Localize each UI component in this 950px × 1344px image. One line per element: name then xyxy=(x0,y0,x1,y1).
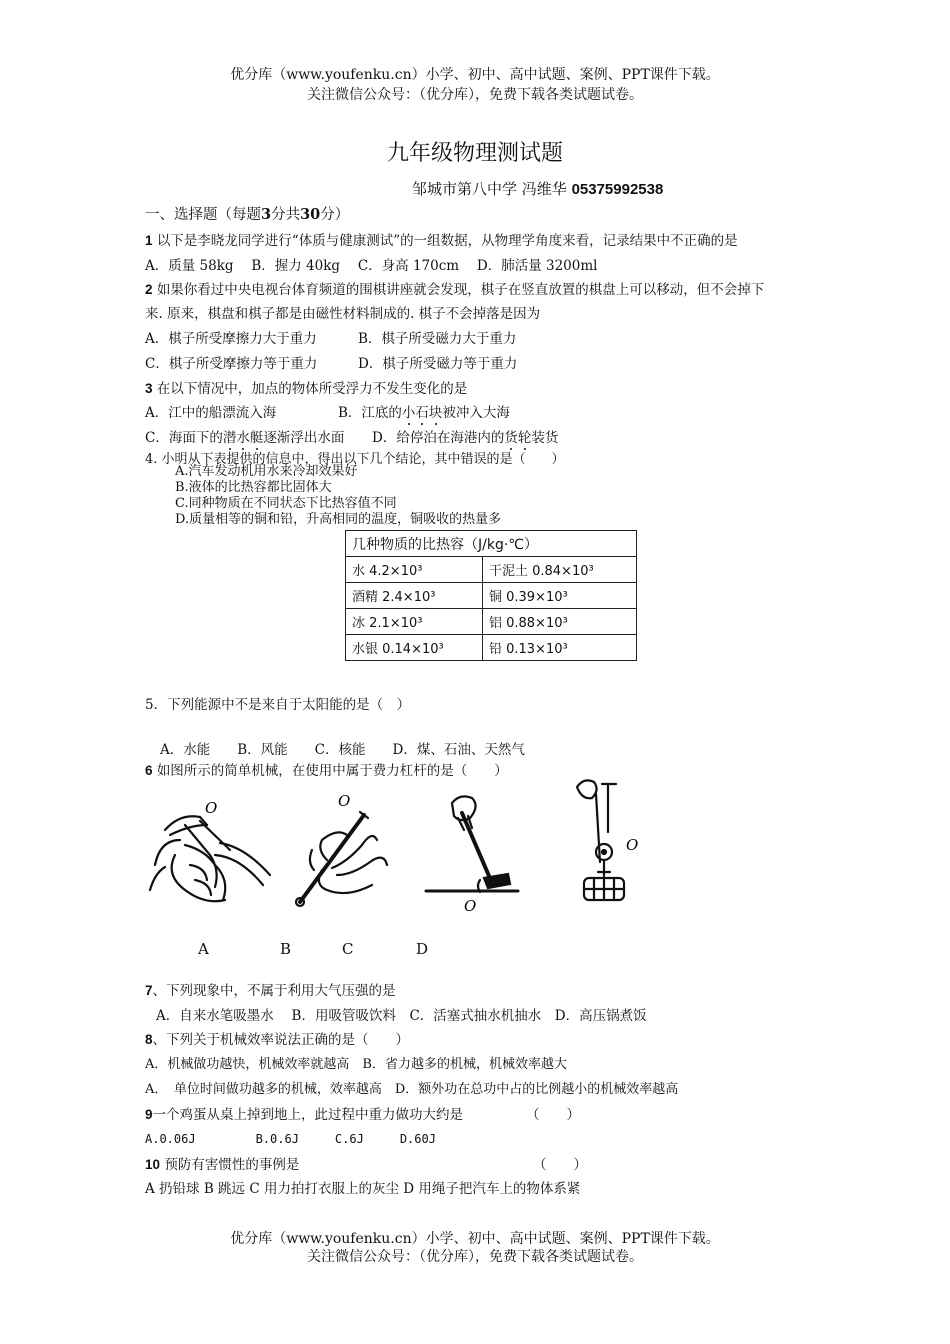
table-cell: 冰 2.1×10³ xyxy=(346,609,483,635)
figure-label-b: B xyxy=(280,940,292,958)
dotted-char: 艇 xyxy=(249,430,264,446)
table-row xyxy=(346,557,637,583)
question-2-option-c: C．棋子所受摩擦力等于重力 xyxy=(145,356,318,372)
table-cell: 酒精 2.4×10³ xyxy=(346,583,483,609)
author-phone: 05375992538 xyxy=(571,181,664,198)
table-cell: 铅 0.13×10³ xyxy=(482,635,636,661)
question-3-stem: 3 在以下情况中，加点的物体所受浮力不发生变化的是 xyxy=(145,381,468,397)
header-line-1: 优分库（www.youfenku.cn）小学、初中、高中试题、案例、PPT课件下载。 xyxy=(230,67,720,83)
figure-d-pulley xyxy=(572,772,662,912)
figure-b-tweezers xyxy=(292,790,392,915)
dotted-word xyxy=(223,430,264,446)
section-heading: 一、选择题（每题3分共30分） xyxy=(145,206,350,223)
question-8-options-2: A． 单位时间做功越多的机械，效率越高 D．额外功在总功中占的比例越小的机械效率越高 xyxy=(145,1082,679,1097)
question-9-options: A.0.06J B.0.6J C.6J D.60J xyxy=(145,1132,436,1146)
table-cell: 水银 0.14×10³ xyxy=(346,635,483,661)
pivot-label: O xyxy=(205,799,218,817)
dotted-word xyxy=(402,405,443,421)
question-2-option-b: B．棋子所受磁力大于重力 xyxy=(358,331,517,347)
pivot-label: O xyxy=(338,792,351,810)
question-2-option-a: A．棋子所受摩擦力大于重力 xyxy=(145,331,317,347)
question-2-stem-cont: 来. 原来，棋盘和棋子都是由磁性材料制成的. 棋子不会掉落是因为 xyxy=(145,306,541,322)
question-7-options: A．自来水笔吸墨水 B．用吸管吸饮料 C．活塞式抽水机抽水 D．高压锅煮饭 xyxy=(156,1008,647,1024)
question-4-option-d: D.质量相等的铜和铅，升高相同的温度，铜吸收的热量多 xyxy=(175,512,502,527)
question-10-blank: （ ） xyxy=(533,1157,587,1173)
question-10-stem: 10 预防有害惯性的事例是 xyxy=(145,1157,300,1173)
question-9-stem: 9一个鸡蛋从桌上掉到地上，此过程中重力做功大约是 xyxy=(145,1107,464,1123)
page-title: 九年级物理测试题 xyxy=(386,141,563,166)
question-3-option-a: A．江中的船漂流入海 xyxy=(145,405,277,421)
question-2-option-d: D．棋子所受磁力等于重力 xyxy=(358,356,518,372)
pivot-label: O xyxy=(626,836,639,854)
table-cell: 水 4.2×10³ xyxy=(346,557,483,583)
question-1-options: A．质量 58kg B．握力 40kg C．身高 170cm D．肺活量 3200ml xyxy=(145,258,598,274)
footer-line-1: 优分库（www.youfenku.cn）小学、初中、高中试题、案例、PPT课件下载。 xyxy=(230,1231,720,1247)
question-5-stem: 5．下列能源中不是来自于太阳能的是（ ） xyxy=(145,697,411,713)
figure-a-scissors xyxy=(145,795,275,915)
question-3-option-b: B．江底的小石块被冲入大海 xyxy=(338,405,510,421)
table-cell: 铝 0.88×10³ xyxy=(482,609,636,635)
dotted-char: 石 xyxy=(415,405,429,421)
question-1-stem: 1 以下是李晓龙同学进行“体质与健康测试”的一组数据，从物理学角度来看，记录结果中不正确的是 xyxy=(145,233,738,249)
question-6-stem: 6 如图所示的简单机械，在使用中属于费力杠杆的是（ ） xyxy=(145,763,508,779)
question-4-stem: 4. 小明从下表提供的信息中，得出以下几个结论，其中错误的是（ ） xyxy=(145,452,565,467)
table-caption: 几种物质的比热容（J/kg·℃） xyxy=(346,531,637,557)
question-3-option-d: D．给停泊在海港内的货轮装货 xyxy=(372,430,559,446)
question-5-options: A．水能 B．风能 C．核能 D．煤、石油、天然气 xyxy=(160,742,525,758)
dotted-char: 轮 xyxy=(517,430,532,446)
pivot-label: O xyxy=(464,897,477,915)
table-row xyxy=(346,583,637,609)
dotted-char: 水 xyxy=(236,430,250,446)
dotted-char: 小 xyxy=(401,405,416,421)
question-2-stem: 2 如果你看过中央电视台体育频道的围棋讲座就会发现，棋子在竖直放置的棋盘上可以移动，但不会掉下 xyxy=(145,282,765,298)
question-4-option-c: C.同种物质在不同状态下比热容值不同 xyxy=(175,496,397,511)
question-4-option-a: A.汽车发动机用水来冷却效果好 xyxy=(175,464,358,479)
header-line-2: 关注微信公众号：（优分库），免费下载各类试题试卷。 xyxy=(307,87,643,103)
figure-label-a: A xyxy=(198,940,209,958)
question-10-options: A 扔铅球 B 跳远 C 用力拍打衣服上的灰尘 D 用绳子把汽车上的物体系紧 xyxy=(145,1181,581,1197)
question-3-option-c: C．海面下的潜水艇逐渐浮出水面 xyxy=(145,430,345,446)
dotted-word xyxy=(504,430,531,446)
dotted-char: 货 xyxy=(504,430,518,446)
table-cell: 干泥土 0.84×10³ xyxy=(482,557,636,583)
specific-heat-table xyxy=(345,530,637,661)
dotted-char: 块 xyxy=(428,405,443,421)
author-line xyxy=(412,178,663,199)
question-4-option-b: B.液体的比热容都比固体大 xyxy=(175,480,332,495)
question-7-stem: 7、下列现象中，不属于利用大气压强的是 xyxy=(145,983,396,999)
table-row xyxy=(346,635,637,661)
dotted-char: 潜 xyxy=(222,430,237,446)
figure-label-c: C xyxy=(342,940,354,958)
figure-c-hammer xyxy=(422,788,522,918)
table-cell: 铜 0.39×10³ xyxy=(482,583,636,609)
author-name: 邹城市第八中学 冯维华 xyxy=(412,180,567,198)
footer-line-2: 关注微信公众号：（优分库），免费下载各类试题试卷。 xyxy=(307,1249,643,1265)
question-9-blank: （ ） xyxy=(526,1107,580,1123)
figure-label-d: D xyxy=(416,940,429,958)
question-8-options-1: A．机械做功越快，机械效率就越高 B．省力越多的机械，机械效率越大 xyxy=(145,1057,567,1072)
table-row xyxy=(346,609,637,635)
question-8-stem: 8、下列关于机械效率说法正确的是（ ） xyxy=(145,1032,410,1048)
